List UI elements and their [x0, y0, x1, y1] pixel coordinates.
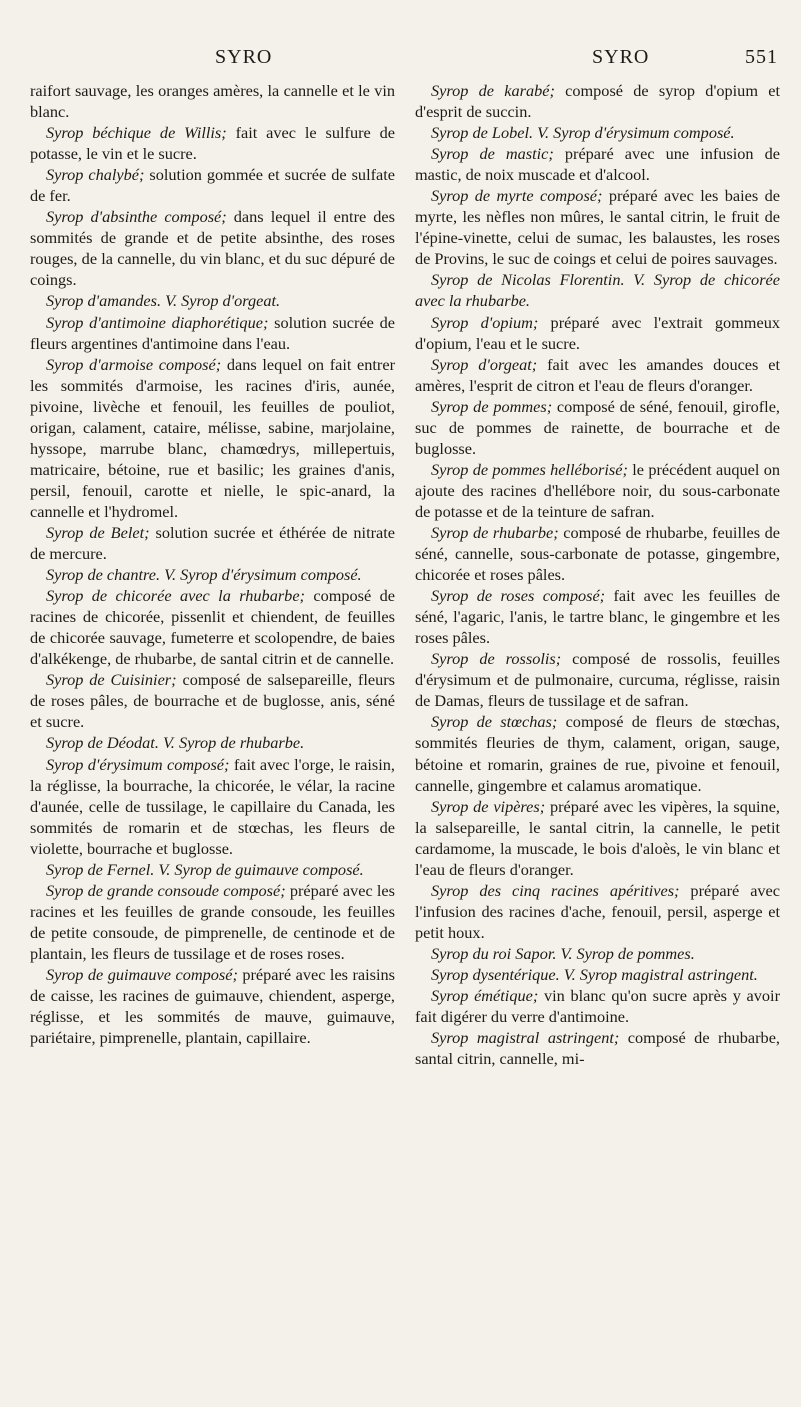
- entry-text: préparé avec une infusion de mastic, de noix muscade et d'alcool.: [415, 144, 780, 185]
- entry-text: préparé avec les racines et les feuilles de grande consoude, les feuilles de petite consoude, de pimprenelle, de centinode et de plantain, les fleurs de tussilage et de roses roses.: [30, 880, 395, 963]
- dictionary-entry: [30, 290, 395, 311]
- dictionary-entry: [415, 880, 780, 943]
- entry-title: Syrop de Cuisinier;: [46, 670, 177, 690]
- entry-title: Syrop de chicorée avec la rhubarbe;: [46, 586, 305, 606]
- entry-text: solution gommée et sucrée de sulfate de fer.: [30, 165, 395, 206]
- entry-text: dans lequel on fait entrer les sommités d'armoise, les racines d'iris, aunée, pivoine, livèche et fenouil, les feuilles de pouliot, origan, calament, cataire, mélisse, sabine, marjolaine, hyssope, marrube blanc, chamœdrys, millepertuis, matricaire, bétoine, rue et basilic; les graines d'anis, persil, fenouil, carotte et nielle, le spic-anard, la cannelle et l'hydromel.: [30, 354, 395, 521]
- dictionary-entry: [30, 754, 395, 859]
- dictionary-entry: [415, 312, 780, 354]
- entry-title: Syrop émétique;: [431, 986, 539, 1006]
- entry-title: Syrop de guimauve composé;: [46, 964, 238, 984]
- entry-title: Syrop dysentérique. V. Syrop magistral astringent.: [431, 964, 758, 984]
- dictionary-entry: [415, 522, 780, 585]
- entry-title: Syrop de Lobel. V. Syrop d'érysimum composé.: [431, 123, 735, 143]
- entry-title: Syrop d'érysimum composé;: [46, 754, 230, 774]
- entry-title: Syrop de stœchas;: [431, 712, 558, 732]
- entry-title: Syrop de grande consoude composé;: [46, 880, 286, 900]
- dictionary-entry: [30, 880, 395, 964]
- dictionary-entry: [30, 80, 395, 122]
- entry-text: composé de séné, fenouil, girofle, suc de pommes de rainette, de bourrache et de buglosse.: [415, 396, 781, 458]
- dictionary-entry: [415, 648, 780, 711]
- entry-text: composé de rhubarbe, santal citrin, cannelle, mi-: [415, 1028, 780, 1069]
- dictionary-entry: [415, 143, 780, 185]
- dictionary-entry: [30, 354, 395, 522]
- entry-title: Syrop de pommes helléborisé;: [431, 459, 628, 479]
- entry-title: Syrop de rossolis;: [431, 649, 562, 669]
- dictionary-entry: [30, 312, 395, 354]
- dictionary-entry: [30, 206, 395, 290]
- entry-title: Syrop des cinq racines apéritives;: [431, 880, 680, 900]
- entry-title: Syrop d'orgeat;: [431, 354, 538, 374]
- entry-text: solution sucrée de fleurs argentines d'antimoine dans l'eau.: [30, 312, 396, 353]
- dictionary-entry: [415, 396, 780, 459]
- entry-title: Syrop de Nicolas Florentin. V. Syrop de chicorée avec la rhubarbe.: [415, 270, 780, 311]
- entry-title: Syrop du roi Sapor. V. Syrop de pommes.: [431, 943, 695, 963]
- entry-text: composé de fleurs de stœchas, sommités fleuries de thym, calament, origan, sauge, bétoine et romarin, graines de rue, pivoine et fenouil, cannelle, gingembre et calamus aromatique.: [415, 712, 780, 795]
- running-title-left: SYRO: [215, 46, 273, 68]
- entry-title: Syrop d'absinthe composé;: [46, 207, 227, 227]
- entry-text: composé de racines de chicorée, pissenlit et chiendent, de feuilles de chicorée sauvage, fumeterre et scolopendre, de baies d'alkékenge, de rhubarbe, de santal citrin et de cannelle.: [30, 586, 395, 669]
- entry-text: préparé avec l'extrait gommeux d'opium, l'eau et le sucre.: [415, 312, 780, 353]
- left-column: [30, 80, 395, 1048]
- entry-text: composé de rhubarbe, feuilles de séné, cannelle, sous-carbonate de potasse, gingembre, chicorée et roses pâles.: [415, 522, 780, 585]
- dictionary-entry: [415, 1027, 780, 1069]
- entry-text: raifort sauvage, les oranges amères, la cannelle et le vin blanc.: [30, 81, 395, 122]
- entry-title: Syrop de karabé;: [431, 81, 555, 100]
- dictionary-entry: [30, 122, 395, 164]
- entry-text: fait avec le sulfure de potasse, le vin et le sucre.: [30, 123, 395, 164]
- entry-text: préparé avec les baies de myrte, les nèfles non mûres, le santal citrin, le fruit de l'épine-vinette, celui de sumac, les balaustes, les roses de Provins, le suc de coings et celui de poires sauvages.: [415, 186, 780, 269]
- entry-title: Syrop de chantre. V. Syrop d'érysimum composé.: [46, 565, 362, 585]
- page-header: [30, 40, 778, 74]
- dictionary-entry: [415, 269, 780, 311]
- entry-text: fait avec l'orge, le raisin, la réglisse, la bourrache, la chicorée, le vélar, la racine d'aunée, celle de tussilage, le capillaire du Canada, les sommités de romarin et de stœchas, les fleurs de violette, bourrache et buglosse.: [30, 754, 395, 858]
- entry-title: Syrop de pommes;: [431, 396, 553, 416]
- dictionary-entry: [30, 585, 395, 669]
- page-number: 551: [745, 46, 778, 68]
- dictionary-entry: [415, 985, 780, 1027]
- entry-text: le précédent auquel on ajoute des racines d'hellébore noir, du sous-carbonate de potasse et de la teinture de safran.: [415, 459, 780, 521]
- right-column: [415, 80, 780, 1069]
- dictionary-entry: [30, 522, 395, 564]
- entry-text: composé de rossolis, feuilles d'érysimum et de pulmonaire, curcuma, réglisse, raisin de Damas, fleurs de tussilage et de safran.: [415, 649, 780, 711]
- entry-title: Syrop de Fernel. V. Syrop de guimauve composé.: [46, 859, 364, 879]
- dictionary-entry: [30, 669, 395, 732]
- entry-title: Syrop de Belet;: [46, 522, 150, 542]
- dictionary-entry: [30, 164, 395, 206]
- entry-title: Syrop de roses composé;: [431, 586, 606, 606]
- entry-title: Syrop d'armoise composé;: [46, 354, 222, 374]
- entry-title: Syrop de myrte composé;: [431, 186, 603, 206]
- entry-title: Syrop béchique de Willis;: [46, 123, 227, 143]
- entry-title: Syrop d'amandes. V. Syrop d'orgeat.: [46, 291, 281, 311]
- entry-title: Syrop de rhubarbe;: [431, 522, 559, 542]
- dictionary-entry: [415, 80, 780, 122]
- entry-text: vin blanc qu'on sucre après y avoir fait digérer du verre d'antimoine.: [415, 986, 780, 1027]
- dictionary-entry: [30, 732, 395, 753]
- dictionary-entry: [415, 711, 780, 795]
- entry-text: composé de syrop d'opium et d'esprit de succin.: [415, 81, 780, 122]
- entry-text: composé de salsepareille, fleurs de roses pâles, de bourrache et de buglosse, anis, séné et sucre.: [30, 670, 396, 732]
- entry-title: Syrop chalybé;: [46, 165, 145, 185]
- dictionary-entry: [415, 796, 780, 880]
- entry-text: dans lequel il entre des sommités de grande et de petite absinthe, des roses rouges, de la cannelle, du vin blanc, et du suc dépuré de coings.: [30, 207, 395, 290]
- dictionary-entry: [30, 564, 395, 585]
- entry-text: fait avec les feuilles de séné, l'agaric, l'anis, le tartre blanc, le gingembre et les roses pâles.: [415, 586, 780, 648]
- entry-text: solution sucrée et éthérée de nitrate de mercure.: [30, 522, 395, 564]
- entry-title: Syrop d'opium;: [431, 312, 539, 332]
- dictionary-entry: [415, 354, 780, 396]
- dictionary-entry: [30, 964, 395, 1048]
- entry-title: Syrop de mastic;: [431, 144, 554, 164]
- dictionary-entry: [415, 122, 780, 143]
- entry-text: préparé avec les vipères, la squine, la salsepareille, le santal citrin, la cannelle, le petit cardamome, la muscade, le bois d'aloès, le vin blanc et l'eau de fleurs d'oranger.: [415, 796, 780, 879]
- dictionary-entry: [415, 964, 780, 985]
- entry-text: fait avec les amandes douces et amères, l'esprit de citron et l'eau de fleurs d'oranger.: [415, 354, 780, 395]
- entry-title: Syrop d'antimoine diaphorétique;: [46, 312, 269, 332]
- dictionary-entry: [30, 859, 395, 880]
- running-title-right: SYRO: [592, 46, 650, 68]
- entry-text: préparé avec l'infusion des racines d'ache, fenouil, persil, asperge et petit houx.: [415, 880, 781, 942]
- dictionary-entry: [415, 585, 780, 648]
- entry-title: Syrop de Déodat. V. Syrop de rhubarbe.: [46, 733, 305, 753]
- entry-title: Syrop magistral astringent;: [431, 1028, 620, 1048]
- dictionary-entry: [415, 459, 780, 522]
- dictionary-entry: [415, 943, 780, 964]
- entry-title: Syrop de vipères;: [431, 796, 546, 816]
- dictionary-entry: [415, 185, 780, 269]
- entry-text: préparé avec les raisins de caisse, les racines de guimauve, chiendent, asperge, réglisse, et les sommités de mauve, guimauve, pariétaire, pimprenelle, plantain, capillaire.: [30, 964, 395, 1048]
